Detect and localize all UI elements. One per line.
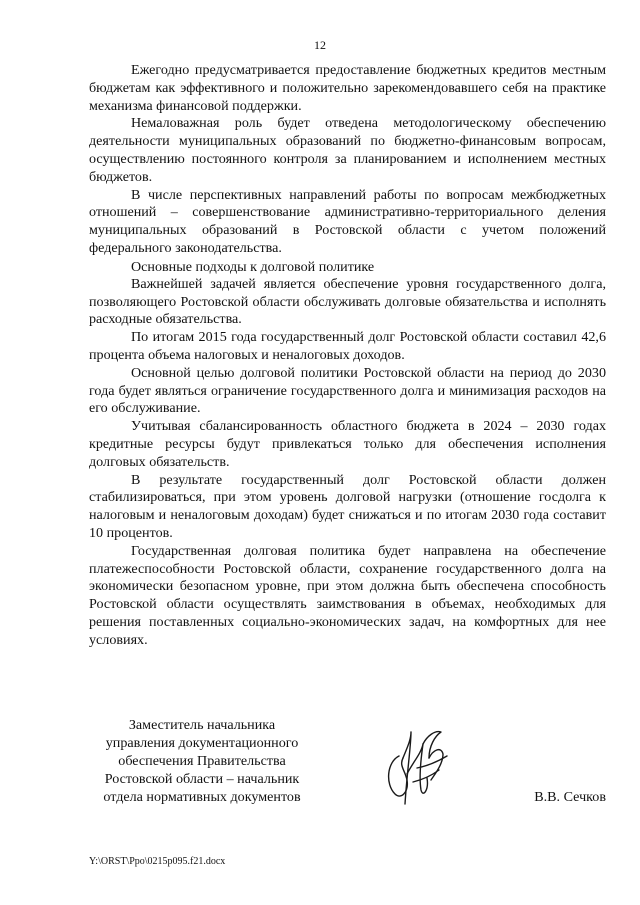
- position-line: Ростовской области – начальник: [104, 771, 300, 787]
- position-line: Заместитель начальника: [128, 717, 276, 733]
- position-line: управления документационного: [105, 735, 299, 751]
- handwritten-signature-icon: [377, 718, 461, 808]
- paragraph: Ежегодно предусматривается предоставление бюджетных кредитов местным бюджетам как эффективного и положительно зарекомендовавшего себя на практике механизма финансовой поддержки.: [89, 62, 606, 114]
- paragraph: Учитывая сбалансированность областного бюджета в 2024 – 2030 годах кредитные ресурсы будут привлекаться только для обеспечения исполнения долговых обязательств.: [89, 418, 606, 470]
- signature-block: [89, 716, 606, 811]
- paragraph: Государственная долговая политика будет направлена на обеспечение платежеспособности Ростовской области, сохранение государственного долга на экономически безопасном уровне, при этом должна быть обеспечена способность Ростовской области осуществлять заимствования в объемах, необходимых для решения поставленных социально-экономических задач, на комфортных для нее условиях.: [89, 542, 606, 648]
- page-number: 12: [314, 38, 326, 52]
- position-line: отдела нормативных документов: [103, 789, 301, 805]
- paragraph: По итогам 2015 года государственный долг Ростовской области составил 42,6 процента объема налоговых и неналоговых доходов.: [89, 329, 606, 363]
- file-path-footer: Y:\ORST\Ppo\0215p095.f21.docx: [89, 856, 226, 867]
- section-heading: Основные подходы к долговой политике: [131, 258, 375, 275]
- paragraph: В результате государственный долг Ростовской области должен стабилизироваться, при этом уровень долговой нагрузки (отношение госдолга к налоговым и неналоговым доходам) будет снижаться и по итогам 2030 года составит 10 процентов.: [89, 471, 606, 541]
- paragraph: В числе перспективных направлений работы по вопросам межбюджетных отношений – совершенствование административно-территориального деления муниципальных образований в Ростовской области с учетом положений федерального законодательства.: [89, 186, 606, 256]
- paragraph: Немаловажная роль будет отведена методологическому обеспечению деятельности муниципальных образований по бюджетно-финансовым вопросам, осуществлению постоянного контроля за планированием и исполнением местных бюджетов.: [89, 115, 606, 185]
- paragraph: Основной целью долговой политики Ростовской области на период до 2030 года будет являться ограничение государственного долга и минимизация расходов на его обслуживание.: [89, 364, 606, 417]
- signatory-name: В.В. Сечков: [534, 789, 606, 805]
- signatory-position: [89, 716, 315, 806]
- position-line: обеспечения Правительства: [118, 753, 286, 769]
- paragraph: Важнейшей задачей является обеспечение уровня государственного долга, позволяющего Ростовской области обслуживать долговые обязательства и исполнять расходные обязательства.: [89, 275, 606, 328]
- document-body: [89, 62, 606, 650]
